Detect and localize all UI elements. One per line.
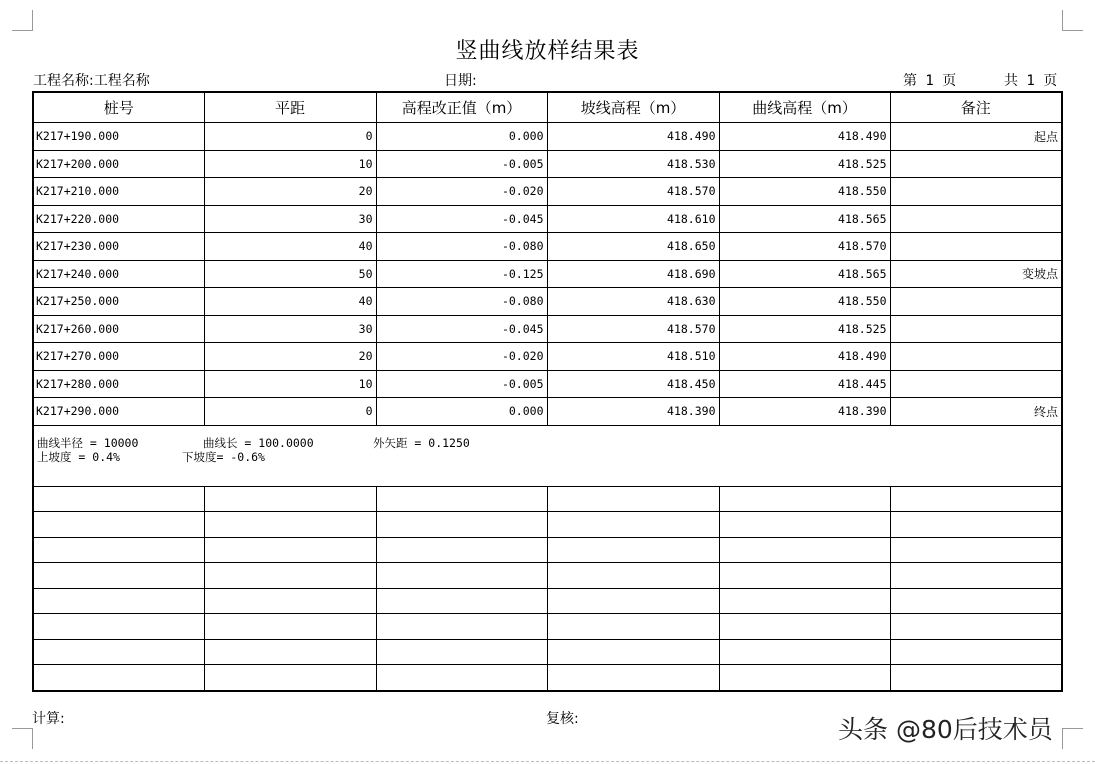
blank-cell: [204, 614, 376, 640]
blank-cell: [33, 563, 204, 589]
station-cell: K217+210.000: [33, 178, 204, 206]
remark-cell: [890, 343, 1062, 371]
date-label: 日期:: [444, 73, 477, 89]
blank-cell: [376, 537, 547, 563]
curve-elevation-cell: 418.550: [719, 178, 890, 206]
blank-cell: [719, 563, 890, 589]
correction-cell: -0.005: [376, 370, 547, 398]
column-header-station: 桩号: [33, 92, 204, 123]
table-row: [33, 123, 1062, 151]
blank-cell: [376, 486, 547, 512]
distance-cell: 40: [204, 288, 376, 316]
blank-cell: [376, 563, 547, 589]
station-cell: K217+200.000: [33, 150, 204, 178]
curve-elevation-cell: 418.525: [719, 315, 890, 343]
blank-cell: [890, 588, 1062, 614]
correction-cell: -0.005: [376, 150, 547, 178]
page-edge-line: [0, 761, 1095, 762]
distance-cell: 20: [204, 343, 376, 371]
blank-cell: [376, 588, 547, 614]
station-cell: K217+290.000: [33, 398, 204, 426]
blank-cell: [204, 537, 376, 563]
table-row: [33, 205, 1062, 233]
blank-cell: [547, 563, 719, 589]
blank-cell: [376, 665, 547, 691]
blank-row: [33, 588, 1062, 614]
crop-mark-bottom-left: [12, 728, 33, 749]
grade-elevation-cell: 418.610: [547, 205, 719, 233]
blank-cell: [719, 665, 890, 691]
station-cell: K217+220.000: [33, 205, 204, 233]
station-cell: K217+230.000: [33, 233, 204, 261]
column-header-correction: 高程改正值（m）: [376, 92, 547, 123]
curve-elevation-cell: 418.525: [719, 150, 890, 178]
distance-cell: 30: [204, 315, 376, 343]
curve-length: 曲线长 = 100.0000: [203, 435, 314, 450]
grade-elevation-cell: 418.690: [547, 260, 719, 288]
grade-elevation-cell: 418.450: [547, 370, 719, 398]
blank-cell: [204, 563, 376, 589]
table-row: [33, 343, 1062, 371]
blank-cell: [204, 639, 376, 665]
external-distance: 外矢距 = 0.1250: [373, 435, 470, 450]
remark-cell: [890, 178, 1062, 206]
column-header-curve-elevation: 曲线高程（m）: [719, 92, 890, 123]
remark-cell: [890, 233, 1062, 261]
grade-elevation-cell: 418.570: [547, 315, 719, 343]
curve-parameters-row: [33, 425, 1062, 486]
blank-cell: [890, 512, 1062, 538]
blank-cell: [376, 512, 547, 538]
table-row: [33, 178, 1062, 206]
correction-cell: -0.080: [376, 288, 547, 316]
reviewed-by-label: 复核:: [546, 711, 579, 727]
distance-cell: 40: [204, 233, 376, 261]
blank-cell: [204, 588, 376, 614]
column-header-remark: 备注: [890, 92, 1062, 123]
curve-elevation-cell: 418.550: [719, 288, 890, 316]
blank-cell: [547, 588, 719, 614]
table-row: [33, 150, 1062, 178]
correction-cell: 0.000: [376, 123, 547, 151]
correction-cell: -0.020: [376, 178, 547, 206]
correction-cell: -0.125: [376, 260, 547, 288]
blank-cell: [33, 639, 204, 665]
blank-cell: [719, 588, 890, 614]
blank-cell: [719, 614, 890, 640]
station-cell: K217+250.000: [33, 288, 204, 316]
blank-row: [33, 512, 1062, 538]
grade-elevation-cell: 418.630: [547, 288, 719, 316]
blank-cell: [547, 512, 719, 538]
blank-cell: [890, 614, 1062, 640]
blank-cell: [33, 614, 204, 640]
distance-cell: 50: [204, 260, 376, 288]
remark-cell: [890, 370, 1062, 398]
page-total: 共 1 页: [1004, 73, 1058, 89]
table-row: [33, 260, 1062, 288]
blank-cell: [376, 614, 547, 640]
crop-mark-top-left: [12, 10, 33, 31]
curve-elevation-cell: 418.565: [719, 260, 890, 288]
curve-radius: 曲线半径 = 10000: [37, 435, 139, 450]
blank-row: [33, 563, 1062, 589]
correction-cell: -0.020: [376, 343, 547, 371]
table-row: [33, 315, 1062, 343]
station-cell: K217+270.000: [33, 343, 204, 371]
blank-cell: [890, 665, 1062, 691]
correction-cell: -0.080: [376, 233, 547, 261]
curve-elevation-cell: 418.565: [719, 205, 890, 233]
station-cell: K217+260.000: [33, 315, 204, 343]
distance-cell: 0: [204, 123, 376, 151]
table-row: [33, 233, 1062, 261]
blank-cell: [719, 537, 890, 563]
remark-cell: [890, 205, 1062, 233]
column-header-distance: 平距: [204, 92, 376, 123]
blank-cell: [719, 486, 890, 512]
crop-mark-bottom-right: [1062, 728, 1083, 749]
down-slope: 下坡度= -0.6%: [182, 449, 265, 464]
correction-cell: -0.045: [376, 315, 547, 343]
curve-elevation-cell: 418.490: [719, 123, 890, 151]
station-cell: K217+240.000: [33, 260, 204, 288]
distance-cell: 30: [204, 205, 376, 233]
page-number: 第 1 页: [903, 73, 957, 89]
curve-elevation-cell: 418.445: [719, 370, 890, 398]
blank-row: [33, 665, 1062, 691]
column-header-grade-elevation: 坡线高程（m）: [547, 92, 719, 123]
blank-cell: [547, 486, 719, 512]
blank-cell: [890, 537, 1062, 563]
distance-cell: 0: [204, 398, 376, 426]
blank-cell: [33, 486, 204, 512]
remark-cell: [890, 315, 1062, 343]
blank-cell: [719, 639, 890, 665]
blank-cell: [547, 639, 719, 665]
table-row: [33, 370, 1062, 398]
up-slope: 上坡度 = 0.4%: [37, 449, 120, 464]
blank-cell: [204, 665, 376, 691]
distance-cell: 10: [204, 370, 376, 398]
remark-cell: [890, 150, 1062, 178]
curve-elevation-cell: 418.490: [719, 343, 890, 371]
remark-cell: 终点: [890, 398, 1062, 426]
station-cell: K217+280.000: [33, 370, 204, 398]
results-table: [32, 91, 1063, 692]
blank-row: [33, 486, 1062, 512]
curve-elevation-cell: 418.570: [719, 233, 890, 261]
blank-cell: [719, 512, 890, 538]
remark-cell: 起点: [890, 123, 1062, 151]
grade-elevation-cell: 418.530: [547, 150, 719, 178]
calculated-by-label: 计算:: [32, 711, 65, 727]
blank-cell: [890, 486, 1062, 512]
blank-cell: [33, 512, 204, 538]
blank-row: [33, 614, 1062, 640]
grade-elevation-cell: 418.570: [547, 178, 719, 206]
blank-row: [33, 537, 1062, 563]
remark-cell: [890, 288, 1062, 316]
correction-cell: 0.000: [376, 398, 547, 426]
blank-cell: [547, 614, 719, 640]
distance-cell: 20: [204, 178, 376, 206]
blank-cell: [33, 537, 204, 563]
blank-cell: [204, 512, 376, 538]
blank-cell: [547, 665, 719, 691]
project-name: 工程名称:工程名称: [33, 73, 150, 89]
table-row: [33, 398, 1062, 426]
correction-cell: -0.045: [376, 205, 547, 233]
crop-mark-top-right: [1062, 10, 1083, 31]
remark-cell: 变坡点: [890, 260, 1062, 288]
curve-parameters-cell: [33, 425, 1062, 486]
grade-elevation-cell: 418.390: [547, 398, 719, 426]
blank-cell: [204, 486, 376, 512]
table-header-row: [33, 92, 1062, 123]
grade-elevation-cell: 418.490: [547, 123, 719, 151]
blank-cell: [547, 537, 719, 563]
grade-elevation-cell: 418.510: [547, 343, 719, 371]
blank-cell: [376, 639, 547, 665]
table-row: [33, 288, 1062, 316]
blank-cell: [33, 665, 204, 691]
page-title: 竖曲线放样结果表: [455, 39, 640, 64]
blank-cell: [33, 588, 204, 614]
watermark: 头条 @80后技术员: [838, 715, 1053, 744]
grade-elevation-cell: 418.650: [547, 233, 719, 261]
blank-cell: [890, 639, 1062, 665]
blank-row: [33, 639, 1062, 665]
curve-elevation-cell: 418.390: [719, 398, 890, 426]
distance-cell: 10: [204, 150, 376, 178]
station-cell: K217+190.000: [33, 123, 204, 151]
blank-cell: [890, 563, 1062, 589]
